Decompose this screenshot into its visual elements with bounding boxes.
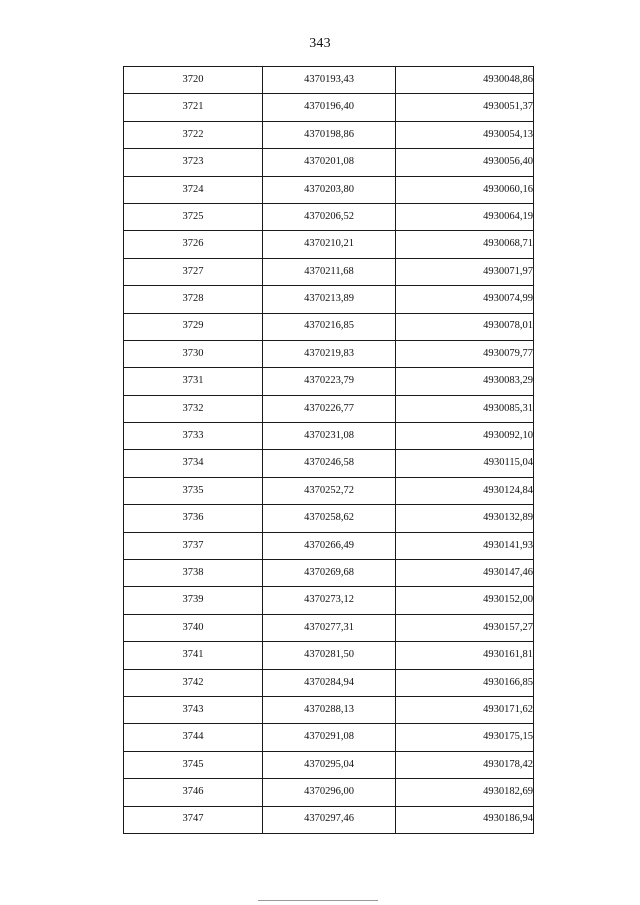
y-coordinate-cell: 4930152,00 [396, 587, 534, 614]
y-coordinate-cell: 4930182,69 [396, 779, 534, 806]
y-coordinate-cell: 4930085,31 [396, 395, 534, 422]
table-row [124, 642, 534, 669]
table-row [124, 149, 534, 176]
point-number-cell: 3738 [124, 560, 263, 587]
table-row [124, 614, 534, 641]
x-coordinate-cell: 4370252,72 [263, 477, 396, 504]
x-coordinate-cell: 4370213,89 [263, 286, 396, 313]
point-number-cell: 3730 [124, 340, 263, 367]
table-row [124, 696, 534, 723]
point-number-cell: 3743 [124, 696, 263, 723]
point-number-cell: 3728 [124, 286, 263, 313]
x-coordinate-cell: 4370196,40 [263, 94, 396, 121]
point-number-cell: 3735 [124, 477, 263, 504]
table-row [124, 231, 534, 258]
table-row [124, 67, 534, 94]
table-row [124, 121, 534, 148]
table-row [124, 423, 534, 450]
y-coordinate-cell: 4930078,01 [396, 313, 534, 340]
point-number-cell: 3729 [124, 313, 263, 340]
x-coordinate-cell: 4370297,46 [263, 806, 396, 833]
y-coordinate-cell: 4930124,84 [396, 477, 534, 504]
y-coordinate-cell: 4930178,42 [396, 751, 534, 778]
y-coordinate-cell: 4930054,13 [396, 121, 534, 148]
point-number-cell: 3725 [124, 203, 263, 230]
table-row [124, 313, 534, 340]
point-number-cell: 3747 [124, 806, 263, 833]
y-coordinate-cell: 4930051,37 [396, 94, 534, 121]
x-coordinate-cell: 4370284,94 [263, 669, 396, 696]
y-coordinate-cell: 4930060,16 [396, 176, 534, 203]
point-number-cell: 3733 [124, 423, 263, 450]
x-coordinate-cell: 4370296,00 [263, 779, 396, 806]
point-number-cell: 3724 [124, 176, 263, 203]
x-coordinate-cell: 4370206,52 [263, 203, 396, 230]
x-coordinate-cell: 4370193,43 [263, 67, 396, 94]
x-coordinate-cell: 4370226,77 [263, 395, 396, 422]
point-number-cell: 3744 [124, 724, 263, 751]
table-row [124, 560, 534, 587]
point-number-cell: 3732 [124, 395, 263, 422]
table-row [124, 395, 534, 422]
table-row [124, 340, 534, 367]
point-number-cell: 3736 [124, 505, 263, 532]
table-row [124, 505, 534, 532]
point-number-cell: 3734 [124, 450, 263, 477]
x-coordinate-cell: 4370258,62 [263, 505, 396, 532]
y-coordinate-cell: 4930161,81 [396, 642, 534, 669]
point-number-cell: 3731 [124, 368, 263, 395]
point-number-cell: 3723 [124, 149, 263, 176]
y-coordinate-cell: 4930079,77 [396, 340, 534, 367]
x-coordinate-cell: 4370246,58 [263, 450, 396, 477]
y-coordinate-cell: 4930141,93 [396, 532, 534, 559]
y-coordinate-cell: 4930056,40 [396, 149, 534, 176]
y-coordinate-cell: 4930068,71 [396, 231, 534, 258]
x-coordinate-cell: 4370219,83 [263, 340, 396, 367]
x-coordinate-cell: 4370201,08 [263, 149, 396, 176]
coordinates-table-body [124, 67, 534, 834]
point-number-cell: 3727 [124, 258, 263, 285]
table-row [124, 176, 534, 203]
table-row [124, 477, 534, 504]
table-row [124, 724, 534, 751]
table-row [124, 258, 534, 285]
point-number-cell: 3722 [124, 121, 263, 148]
coordinates-table [123, 66, 534, 834]
y-coordinate-cell: 4930157,27 [396, 614, 534, 641]
point-number-cell: 3739 [124, 587, 263, 614]
point-number-cell: 3741 [124, 642, 263, 669]
table-row [124, 203, 534, 230]
point-number-cell: 3746 [124, 779, 263, 806]
y-coordinate-cell: 4930092,10 [396, 423, 534, 450]
table-row [124, 286, 534, 313]
y-coordinate-cell: 4930171,62 [396, 696, 534, 723]
bottom-divider [258, 900, 378, 901]
table-row [124, 587, 534, 614]
y-coordinate-cell: 4930186,94 [396, 806, 534, 833]
x-coordinate-cell: 4370277,31 [263, 614, 396, 641]
x-coordinate-cell: 4370198,86 [263, 121, 396, 148]
table-row [124, 779, 534, 806]
point-number-cell: 3745 [124, 751, 263, 778]
y-coordinate-cell: 4930175,15 [396, 724, 534, 751]
point-number-cell: 3737 [124, 532, 263, 559]
x-coordinate-cell: 4370291,08 [263, 724, 396, 751]
x-coordinate-cell: 4370211,68 [263, 258, 396, 285]
y-coordinate-cell: 4930071,97 [396, 258, 534, 285]
y-coordinate-cell: 4930115,04 [396, 450, 534, 477]
table-row [124, 669, 534, 696]
point-number-cell: 3720 [124, 67, 263, 94]
y-coordinate-cell: 4930166,85 [396, 669, 534, 696]
x-coordinate-cell: 4370281,50 [263, 642, 396, 669]
x-coordinate-cell: 4370210,21 [263, 231, 396, 258]
x-coordinate-cell: 4370269,68 [263, 560, 396, 587]
y-coordinate-cell: 4930132,89 [396, 505, 534, 532]
y-coordinate-cell: 4930147,46 [396, 560, 534, 587]
y-coordinate-cell: 4930048,86 [396, 67, 534, 94]
page-number: 343 [309, 36, 331, 51]
x-coordinate-cell: 4370216,85 [263, 313, 396, 340]
x-coordinate-cell: 4370273,12 [263, 587, 396, 614]
table-row [124, 450, 534, 477]
point-number-cell: 3742 [124, 669, 263, 696]
y-coordinate-cell: 4930083,29 [396, 368, 534, 395]
table-row [124, 368, 534, 395]
table-row [124, 806, 534, 833]
point-number-cell: 3721 [124, 94, 263, 121]
x-coordinate-cell: 4370288,13 [263, 696, 396, 723]
x-coordinate-cell: 4370203,80 [263, 176, 396, 203]
x-coordinate-cell: 4370231,08 [263, 423, 396, 450]
table-row [124, 532, 534, 559]
x-coordinate-cell: 4370266,49 [263, 532, 396, 559]
table-row [124, 94, 534, 121]
x-coordinate-cell: 4370223,79 [263, 368, 396, 395]
y-coordinate-cell: 4930074,99 [396, 286, 534, 313]
point-number-cell: 3740 [124, 614, 263, 641]
y-coordinate-cell: 4930064,19 [396, 203, 534, 230]
point-number-cell: 3726 [124, 231, 263, 258]
table-row [124, 751, 534, 778]
x-coordinate-cell: 4370295,04 [263, 751, 396, 778]
